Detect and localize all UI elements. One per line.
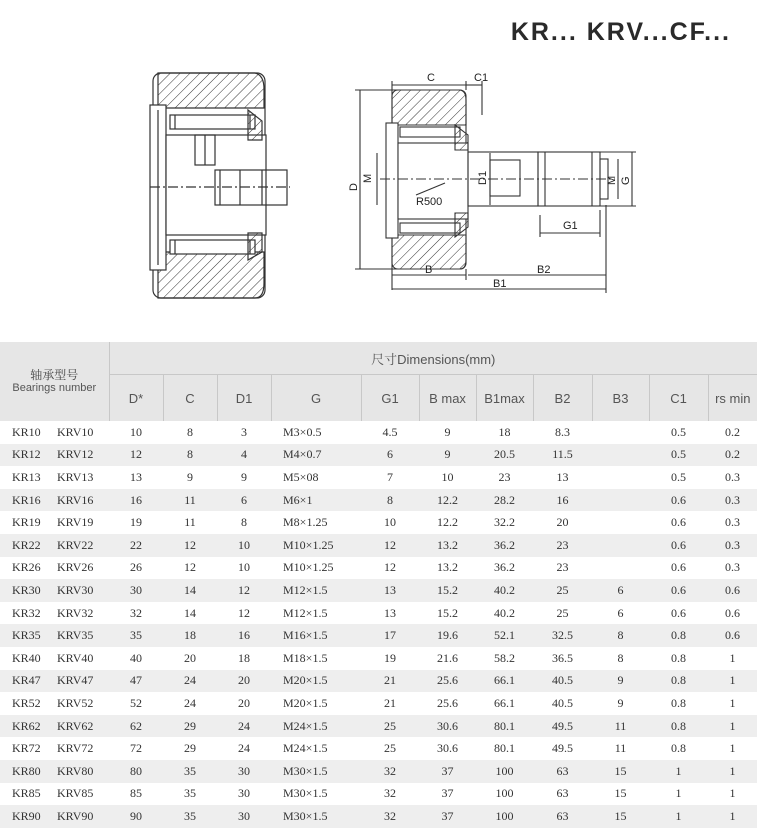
table-cell: KR12 <box>0 444 55 467</box>
table-cell: 100 <box>476 805 533 828</box>
table-cell: KR30 <box>0 579 55 602</box>
table-cell: 37 <box>419 805 476 828</box>
table-cell: 0.6 <box>649 534 708 557</box>
dim-label-b: B <box>425 264 433 276</box>
dim-label-m: M <box>362 173 374 183</box>
column-header: D1 <box>217 375 271 422</box>
table-cell: 23 <box>533 534 592 557</box>
table-row <box>0 760 757 783</box>
table-cell <box>592 557 649 580</box>
table-cell: 6 <box>592 579 649 602</box>
column-header: C1 <box>649 375 708 422</box>
table-cell: 63 <box>533 760 592 783</box>
table-cell: 11 <box>592 715 649 738</box>
table-row <box>0 805 757 828</box>
table-cell <box>592 421 649 444</box>
table-cell: 0.6 <box>649 579 708 602</box>
table-cell: 0.3 <box>708 489 757 512</box>
table-cell: KRV19 <box>57 515 94 530</box>
table-cell: 20 <box>238 695 250 710</box>
table-cell: 36.2 <box>476 534 533 557</box>
table-cell: KR72 <box>12 741 41 756</box>
table-cell: 37 <box>441 786 454 801</box>
table-cell: 23 <box>556 560 569 575</box>
table-cell: KRV10 <box>57 424 94 439</box>
table-cell: 24 <box>217 715 271 738</box>
table-cell: 9 <box>187 469 193 484</box>
column-header: G <box>271 375 361 422</box>
table-cell: 8 <box>592 624 649 647</box>
table-cell: KRV22 <box>55 534 109 557</box>
table-cell: KR26 <box>12 560 41 575</box>
table-cell: KR90 <box>0 805 55 828</box>
table-cell: 35 <box>163 760 217 783</box>
table-cell: M20×1.5 <box>283 695 328 710</box>
table-cell: 11 <box>614 741 627 756</box>
table-cell: 90 <box>109 805 163 828</box>
table-cell: M24×1.5 <box>271 715 361 738</box>
table-cell: 58.2 <box>494 650 515 665</box>
table-row <box>0 737 757 760</box>
table-cell: 16 <box>217 624 271 647</box>
table-cell: 63 <box>556 786 569 801</box>
column-header: C <box>163 375 217 422</box>
table-cell: 0.3 <box>725 469 741 484</box>
table-cell: 32 <box>361 805 419 828</box>
table-cell: 1 <box>729 741 736 756</box>
table-cell: 32 <box>130 605 142 620</box>
table-cell: 14 <box>163 579 217 602</box>
table-cell: M8×1.25 <box>283 515 328 530</box>
table-cell: 0.6 <box>708 624 757 647</box>
table-cell: 30 <box>109 579 163 602</box>
table-cell: 16 <box>533 489 592 512</box>
column-header: B3 <box>592 375 649 422</box>
table-cell: 9 <box>241 469 247 484</box>
table-cell: 8 <box>361 489 419 512</box>
table-cell: M20×1.5 <box>271 670 361 693</box>
dimension-drawing <box>355 81 636 293</box>
table-cell: 80.1 <box>476 715 533 738</box>
technical-drawings <box>0 55 743 335</box>
table-cell: 9 <box>617 695 624 710</box>
table-row <box>0 670 757 693</box>
table-cell: 6 <box>217 489 271 512</box>
dim-label-b1: B1 <box>493 278 507 290</box>
table-cell: 14 <box>184 605 196 620</box>
table-cell: M5×08 <box>283 469 319 484</box>
model-header <box>0 342 109 421</box>
table-cell: 0.3 <box>725 515 741 530</box>
table-row <box>0 692 757 715</box>
table-cell: 3 <box>241 424 247 439</box>
table-cell: KR16 <box>0 489 55 512</box>
table-cell: M4×0.7 <box>271 444 361 467</box>
table-cell: 16 <box>109 489 163 512</box>
table-cell: 12.2 <box>437 515 458 530</box>
table-cell: 18 <box>498 424 511 439</box>
table-cell: 40.2 <box>476 579 533 602</box>
table-cell: 25.6 <box>437 695 458 710</box>
dim-label-g1: G1 <box>563 220 578 232</box>
table-cell: 0.5 <box>671 469 686 484</box>
table-cell: 30.6 <box>419 715 476 738</box>
table-cell: 18 <box>163 624 217 647</box>
table-cell: 11 <box>184 515 196 530</box>
column-header: rs min <box>708 375 757 422</box>
table-cell: 12 <box>384 560 396 575</box>
table-cell: 13 <box>361 579 419 602</box>
table-cell: KRV32 <box>57 605 94 620</box>
dim-label-m-right: M <box>606 175 618 185</box>
table-cell: 25 <box>361 715 419 738</box>
table-cell: 85 <box>130 786 142 801</box>
table-cell: 8 <box>163 444 217 467</box>
table-cell: 1 <box>708 670 757 693</box>
table-cell: 72 <box>130 741 142 756</box>
table-cell: M3×0.5 <box>283 424 322 439</box>
table-cell: 35 <box>163 805 217 828</box>
table-cell: 12 <box>217 579 271 602</box>
table-cell: 47 <box>109 670 163 693</box>
table-cell: M10×1.25 <box>283 560 334 575</box>
table-cell: 4 <box>217 444 271 467</box>
table-cell: 4.5 <box>382 424 398 439</box>
table-cell: KRV72 <box>57 741 94 756</box>
table-cell: M16×1.5 <box>271 624 361 647</box>
table-cell: M30×1.5 <box>271 760 361 783</box>
table-cell: 0.6 <box>671 560 686 575</box>
table-cell: KR47 <box>0 670 55 693</box>
table-cell: 1 <box>729 786 736 801</box>
table-cell: 1 <box>649 805 708 828</box>
table-cell: 13 <box>384 605 396 620</box>
table-row <box>0 511 757 534</box>
table-cell: 0.6 <box>649 489 708 512</box>
table-cell: 21 <box>384 695 396 710</box>
table-cell: 80.1 <box>494 741 515 756</box>
table-cell: 12 <box>238 605 250 620</box>
table-cell: 1 <box>675 786 682 801</box>
table-cell: 0.5 <box>671 424 686 439</box>
table-cell: 13.2 <box>419 534 476 557</box>
table-cell: 21.6 <box>437 650 458 665</box>
column-header: B1max <box>476 375 533 422</box>
table-cell: 52 <box>130 695 142 710</box>
table-cell: KR32 <box>12 605 41 620</box>
table-row <box>0 466 757 489</box>
table-cell: 6 <box>361 444 419 467</box>
table-cell: 0.6 <box>671 515 686 530</box>
table-cell: 40.5 <box>533 670 592 693</box>
table-cell: KRV13 <box>57 469 94 484</box>
table-cell: 30 <box>217 805 271 828</box>
table-cell: KRV80 <box>55 760 109 783</box>
table-cell: 19 <box>384 650 396 665</box>
table-cell: 10 <box>217 534 271 557</box>
table-cell: 9 <box>444 424 451 439</box>
page-title: KR... KRV...CF... <box>510 18 731 46</box>
table-cell: 32 <box>361 760 419 783</box>
table-cell: 12.2 <box>419 489 476 512</box>
table-cell <box>592 511 649 534</box>
table-cell: 66.1 <box>476 670 533 693</box>
table-cell: KR22 <box>0 534 55 557</box>
table-cell: 15 <box>592 760 649 783</box>
table-cell: KR35 <box>0 624 55 647</box>
table-cell: KRV16 <box>55 489 109 512</box>
model-header-en: Bearings number <box>12 381 97 394</box>
column-header: D* <box>109 375 163 422</box>
table-cell: KR10 <box>12 424 41 439</box>
table-cell: 7 <box>387 469 393 484</box>
column-header: B max <box>419 375 476 422</box>
table-cell: 0.8 <box>649 715 708 738</box>
table-cell: 22 <box>109 534 163 557</box>
table-cell: KR19 <box>12 515 41 530</box>
table-cell: KRV30 <box>55 579 109 602</box>
table-cell: 15 <box>614 786 627 801</box>
bearing-section-drawing <box>150 73 290 298</box>
table-cell: 15.2 <box>437 605 458 620</box>
table-cell: KR13 <box>12 469 41 484</box>
dimensions-table <box>0 342 757 828</box>
table-cell: 0.6 <box>725 605 741 620</box>
table-row <box>0 647 757 670</box>
dim-label-d: D <box>348 183 360 191</box>
table-cell: 0.8 <box>671 741 686 756</box>
table-cell: 1 <box>708 760 757 783</box>
table-cell: KR80 <box>0 760 55 783</box>
table-cell: 100 <box>476 760 533 783</box>
table-cell: 29 <box>184 741 196 756</box>
table-cell: 0.8 <box>671 650 686 665</box>
table-cell: M6×1 <box>271 489 361 512</box>
table-cell: KRV26 <box>57 560 94 575</box>
table-cell: 1 <box>708 715 757 738</box>
table-cell: KRV12 <box>55 444 109 467</box>
table-cell: 25 <box>533 579 592 602</box>
table-cell: KR40 <box>12 650 41 665</box>
table-row <box>0 624 757 647</box>
dim-label-c1: C1 <box>474 72 489 84</box>
model-header-cn: 轴承型号 <box>30 367 79 382</box>
table-cell: 0.2 <box>725 424 741 439</box>
table-cell: 0.6 <box>671 605 686 620</box>
table-cell: 17 <box>361 624 419 647</box>
table-cell: KRV35 <box>55 624 109 647</box>
table-cell: M30×1.5 <box>271 805 361 828</box>
table-cell: M24×1.5 <box>283 741 328 756</box>
table-cell: 40.2 <box>494 605 515 620</box>
table-cell: 40 <box>130 650 142 665</box>
table-cell: 30 <box>217 760 271 783</box>
table-cell: 8 <box>187 424 193 439</box>
table-cell: 1 <box>729 650 736 665</box>
table-row <box>0 602 757 625</box>
table-row <box>0 444 757 467</box>
table-cell: 13 <box>556 469 569 484</box>
table-cell: 30 <box>238 786 250 801</box>
dimensions-group-header: 尺寸Dimensions(mm) <box>109 342 757 375</box>
table-cell: 36.5 <box>552 650 573 665</box>
table-cell: 25 <box>556 605 569 620</box>
table-cell: 25.6 <box>419 670 476 693</box>
table-cell: M12×1.5 <box>271 579 361 602</box>
table-cell: 13.2 <box>437 560 458 575</box>
table-cell <box>592 489 649 512</box>
table-cell: 1 <box>729 695 736 710</box>
table-cell: 0.5 <box>649 444 708 467</box>
table-cell: KR62 <box>0 715 55 738</box>
table-cell: 35 <box>109 624 163 647</box>
table-cell: 100 <box>495 786 514 801</box>
table-cell: KRV62 <box>55 715 109 738</box>
table-cell: 32 <box>384 786 396 801</box>
table-cell: KR85 <box>12 786 41 801</box>
table-cell: 32.5 <box>533 624 592 647</box>
table-cell: 20.5 <box>476 444 533 467</box>
table-cell: M18×1.5 <box>283 650 328 665</box>
table-cell: 12 <box>163 534 217 557</box>
table-cell: 10 <box>238 560 250 575</box>
table-cell: 19.6 <box>419 624 476 647</box>
table-cell: 11 <box>163 489 217 512</box>
table-cell: 26 <box>130 560 142 575</box>
table-cell: 80 <box>109 760 163 783</box>
table-cell: 24 <box>163 670 217 693</box>
table-cell: 28.2 <box>476 489 533 512</box>
table-cell: 24 <box>184 695 196 710</box>
table-cell: 10 <box>384 515 396 530</box>
table-cell: 21 <box>361 670 419 693</box>
table-row <box>0 715 757 738</box>
table-cell: 0.8 <box>649 624 708 647</box>
table-cell: 0.2 <box>708 444 757 467</box>
column-header: B2 <box>533 375 592 422</box>
table-cell: 12 <box>184 560 196 575</box>
table-cell: 13 <box>130 469 142 484</box>
table-cell: 62 <box>109 715 163 738</box>
table-cell <box>592 466 649 489</box>
table-row <box>0 421 757 444</box>
table-cell: 23 <box>498 469 511 484</box>
table-cell: 30.6 <box>437 741 458 756</box>
table-cell: KRV90 <box>55 805 109 828</box>
table-cell: 0.8 <box>671 695 686 710</box>
table-cell: 12 <box>361 534 419 557</box>
table-cell <box>592 534 649 557</box>
table-row <box>0 783 757 806</box>
table-row <box>0 579 757 602</box>
table-cell: 20 <box>556 515 569 530</box>
table-cell: 6 <box>617 605 624 620</box>
table-cell: 18 <box>238 650 250 665</box>
table-cell: 66.1 <box>494 695 515 710</box>
table-cell: 37 <box>419 760 476 783</box>
dim-label-g: G <box>620 176 632 185</box>
table-row <box>0 534 757 557</box>
table-cell: 15 <box>592 805 649 828</box>
table-cell: 0.3 <box>725 560 741 575</box>
table-cell: 1 <box>708 805 757 828</box>
table-cell: 10 <box>130 424 142 439</box>
dim-label-r500: R500 <box>416 196 443 208</box>
table-cell: 25 <box>384 741 396 756</box>
table-cell: KRV52 <box>57 695 94 710</box>
dim-label-c: C <box>427 72 435 84</box>
table-cell: 15.2 <box>419 579 476 602</box>
table-cell: 11.5 <box>533 444 592 467</box>
table-cell: 1 <box>649 760 708 783</box>
table-cell: 24 <box>238 741 250 756</box>
table-cell: 35 <box>184 786 196 801</box>
table-cell: 12 <box>109 444 163 467</box>
table-cell: KRV40 <box>57 650 94 665</box>
table-cell: 0.3 <box>708 534 757 557</box>
table-cell: M30×1.5 <box>283 786 328 801</box>
table-cell: 10 <box>441 469 454 484</box>
table-cell: KRV47 <box>55 670 109 693</box>
table-cell: 8.3 <box>555 424 570 439</box>
dim-label-d1: D1 <box>477 170 489 185</box>
table-row <box>0 489 757 512</box>
table-cell: 49.5 <box>552 741 573 756</box>
table-cell: 8 <box>241 515 247 530</box>
table-cell: 9 <box>419 444 476 467</box>
table-cell: 9 <box>592 670 649 693</box>
table-cell: KRV85 <box>57 786 94 801</box>
table-cell: 29 <box>163 715 217 738</box>
column-header: G1 <box>361 375 419 422</box>
table-cell: 32.2 <box>494 515 515 530</box>
table-cell: 0.6 <box>708 579 757 602</box>
table-cell: 8 <box>617 650 624 665</box>
table-cell: 40.5 <box>552 695 573 710</box>
table-cell: 36.2 <box>494 560 515 575</box>
table-cell: 63 <box>533 805 592 828</box>
table-cell: 49.5 <box>533 715 592 738</box>
table-cell: KR52 <box>12 695 41 710</box>
table-cell: 19 <box>130 515 142 530</box>
table-cell <box>592 444 649 467</box>
table-cell: M12×1.5 <box>283 605 328 620</box>
table-cell: 20 <box>184 650 196 665</box>
table-cell: 0.8 <box>649 670 708 693</box>
table-row <box>0 557 757 580</box>
table-cell: 52.1 <box>476 624 533 647</box>
dim-label-b2: B2 <box>537 264 551 276</box>
table-cell: 20 <box>217 670 271 693</box>
table-cell: M10×1.25 <box>271 534 361 557</box>
